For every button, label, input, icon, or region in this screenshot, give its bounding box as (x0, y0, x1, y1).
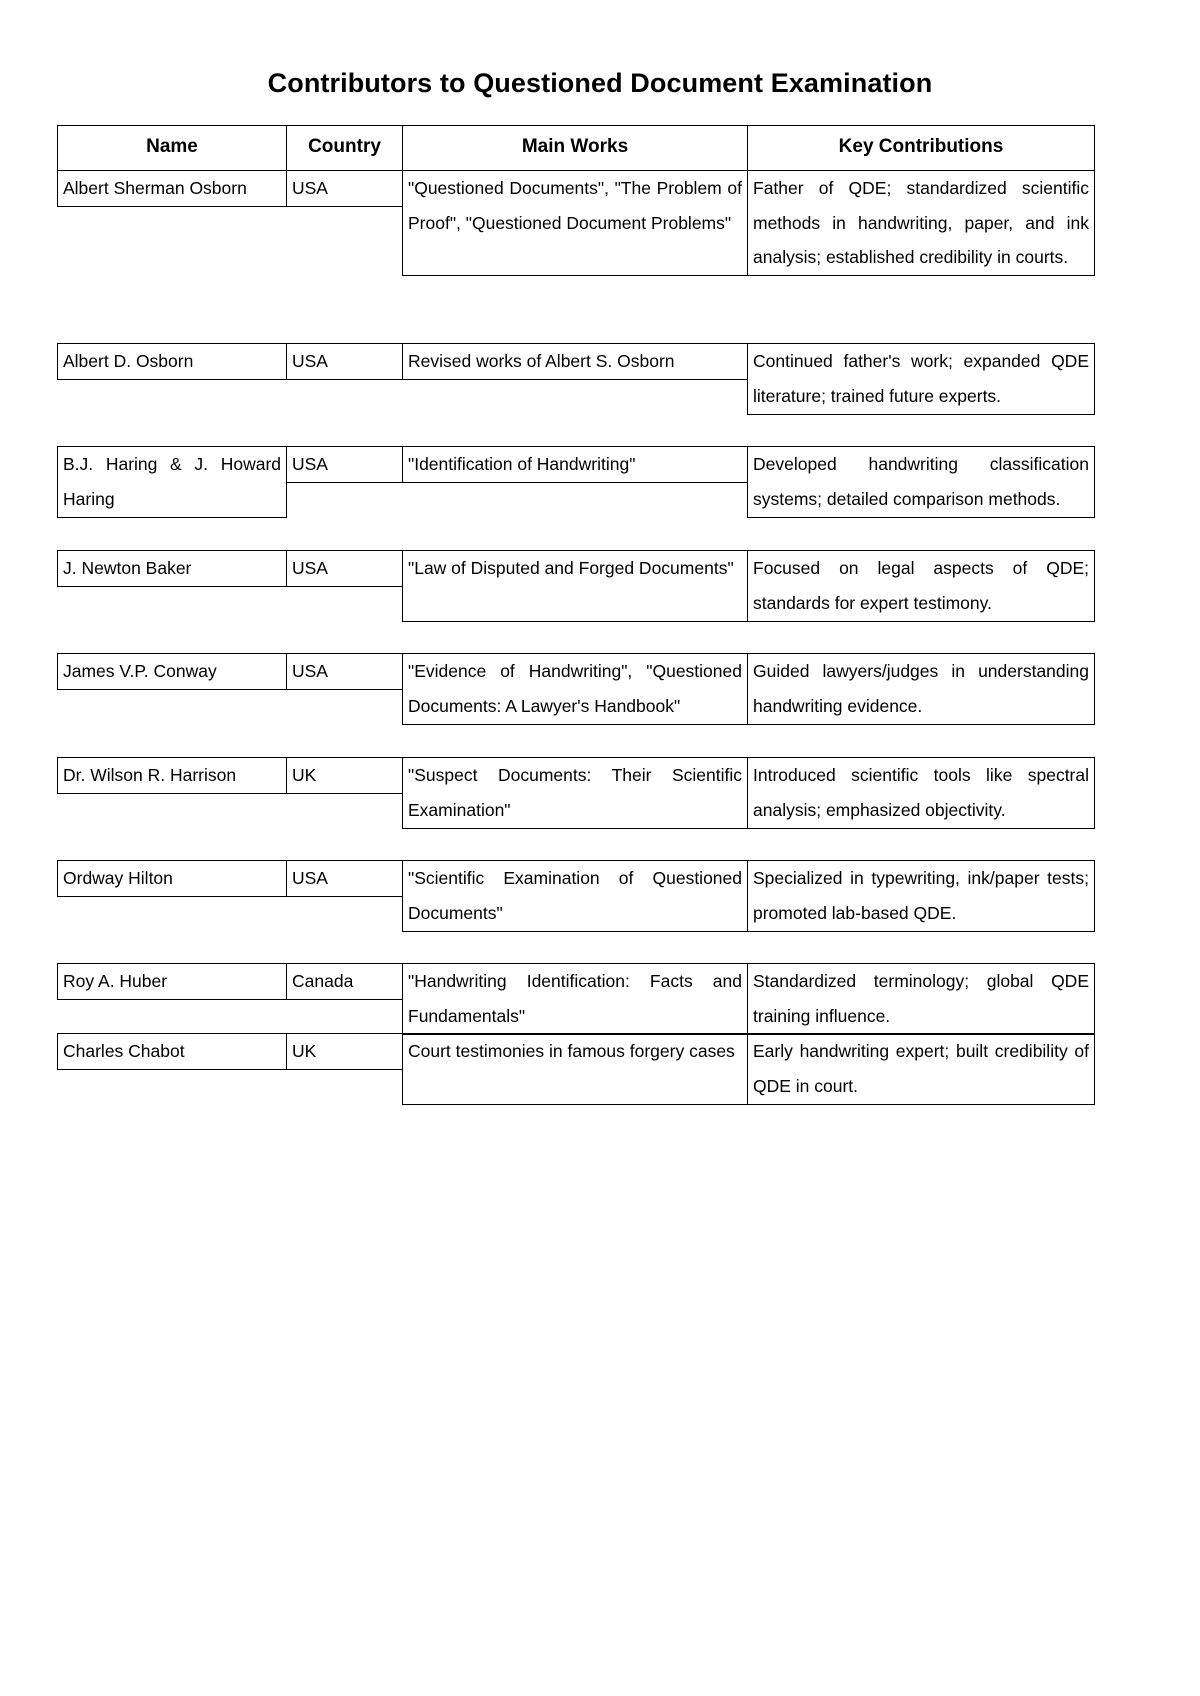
cell-main-works: "Questioned Documents", "The Problem of Proof", "Questioned Document Problems" (402, 170, 748, 276)
cell-key-contributions: Early handwriting expert; built credibility of QDE in court. (747, 1033, 1095, 1105)
cell-key-contributions: Father of QDE; standardized scientific methods in handwriting, paper, and ink analysis; established credibility in courts. (747, 170, 1095, 276)
cell-key-contributions: Focused on legal aspects of QDE; standards for expert testimony. (747, 550, 1095, 622)
cell-name: Dr. Wilson R. Harrison (57, 757, 287, 794)
cell-main-works: "Evidence of Handwriting", "Questioned Documents: A Lawyer's Handbook" (402, 653, 748, 725)
cell-country: USA (286, 860, 403, 897)
column-header-key-contributions: Key Contributions (747, 125, 1095, 171)
cell-country: USA (286, 170, 403, 207)
cell-country: USA (286, 446, 403, 483)
column-header-country: Country (286, 125, 403, 171)
cell-key-contributions: Specialized in typewriting, ink/paper tests; promoted lab-based QDE. (747, 860, 1095, 932)
cell-country: Canada (286, 963, 403, 1000)
cell-key-contributions: Developed handwriting classification systems; detailed comparison methods. (747, 446, 1095, 518)
cell-name: Albert Sherman Osborn (57, 170, 287, 207)
cell-name: J. Newton Baker (57, 550, 287, 587)
cell-main-works: "Suspect Documents: Their Scientific Examination" (402, 757, 748, 829)
cell-main-works: Revised works of Albert S. Osborn (402, 343, 748, 380)
cell-main-works: "Handwriting Identification: Facts and Fundamentals" (402, 963, 748, 1035)
cell-main-works: "Identification of Handwriting" (402, 446, 748, 483)
column-header-main-works: Main Works (402, 125, 748, 171)
cell-main-works: "Law of Disputed and Forged Documents" (402, 550, 748, 622)
cell-name: James V.P. Conway (57, 653, 287, 690)
page-title: Contributors to Questioned Document Examination (267, 68, 933, 98)
cell-country: UK (286, 1033, 403, 1070)
cell-key-contributions: Guided lawyers/judges in understanding handwriting evidence. (747, 653, 1095, 725)
cell-key-contributions: Continued father's work; expanded QDE literature; trained future experts. (747, 343, 1095, 415)
cell-key-contributions: Introduced scientific tools like spectral analysis; emphasized objectivity. (747, 757, 1095, 829)
cell-name: B.J. Haring & J. Howard Haring (57, 446, 287, 518)
cell-country: USA (286, 343, 403, 380)
cell-name: Ordway Hilton (57, 860, 287, 897)
cell-main-works: Court testimonies in famous forgery cases (402, 1033, 748, 1105)
cell-name: Roy A. Huber (57, 963, 287, 1000)
cell-main-works: "Scientific Examination of Questioned Documents" (402, 860, 748, 932)
cell-name: Charles Chabot (57, 1033, 287, 1070)
column-header-name: Name (57, 125, 287, 171)
cell-country: UK (286, 757, 403, 794)
cell-key-contributions: Standardized terminology; global QDE training influence. (747, 963, 1095, 1035)
cell-country: USA (286, 550, 403, 587)
cell-country: USA (286, 653, 403, 690)
cell-name: Albert D. Osborn (57, 343, 287, 380)
